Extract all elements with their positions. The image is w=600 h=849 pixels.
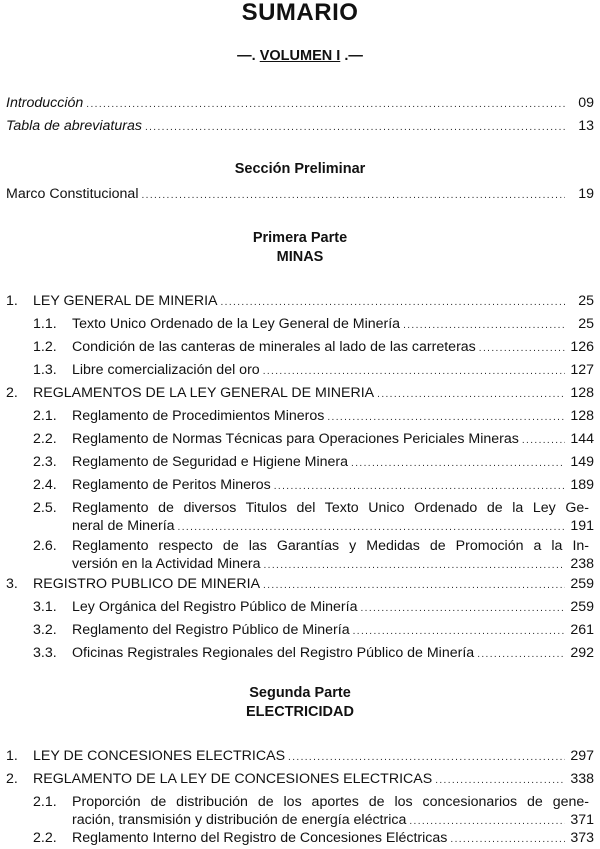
entry-line2	[72, 517, 594, 537]
entry-number: 3.	[6, 576, 18, 592]
entry-page: 259	[570, 576, 594, 592]
volume-suffix: .—	[344, 48, 363, 64]
dot-leader	[86, 96, 565, 114]
entry-label: LEY GENERAL DE MINERIA	[33, 293, 218, 309]
toc-entry[interactable]	[33, 621, 594, 641]
entry-label-line2: ración, transmisión y distribución de energía eléctrica	[72, 812, 407, 828]
dot-leader	[403, 317, 565, 335]
entry-page: 13	[578, 118, 594, 134]
entry-page: 261	[570, 622, 594, 638]
entry-number: 2.4.	[33, 477, 57, 493]
dot-leader	[351, 455, 565, 473]
part-heading-segunda: Segunda Parte	[249, 685, 351, 701]
entry-page: 238	[570, 556, 594, 572]
dot-leader	[327, 409, 565, 427]
entry-label: Reglamento de Normas Técnicas para Operaciones Periciales Mineras	[72, 431, 519, 447]
entry-label: REGLAMENTO DE LA LEY DE CONCESIONES ELECTRICAS	[33, 771, 433, 787]
entry-page: 371	[570, 812, 594, 828]
toc-entry-introduccion[interactable]	[6, 94, 594, 114]
entry-label-line1: Proporción de distribución de los aportes de los concesionarios de gene-	[72, 794, 589, 810]
entry-number: 2.5.	[33, 500, 57, 516]
toc-entry[interactable]	[33, 829, 594, 849]
entry-number: 2.	[6, 385, 18, 401]
entry-number: 2.1.	[33, 794, 57, 810]
toc-entry[interactable]	[33, 537, 594, 577]
part-subheading-minas: MINAS	[276, 249, 324, 265]
toc-entry[interactable]	[33, 453, 594, 473]
entry-label: LEY DE CONCESIONES ELECTRICAS	[33, 748, 286, 764]
toc-entry[interactable]	[6, 292, 594, 312]
part-subheading-electricidad: ELECTRICIDAD	[246, 704, 354, 720]
entry-label-line2: versión en la Actividad Minera	[72, 556, 261, 572]
toc-entry[interactable]	[33, 315, 594, 335]
entry-page: 259	[570, 599, 594, 615]
dot-leader	[479, 340, 565, 358]
entry-number: 1.1.	[33, 316, 57, 332]
entry-page: 149	[570, 454, 594, 470]
entry-page: 09	[578, 95, 594, 111]
toc-entry[interactable]	[33, 598, 594, 618]
toc-entry-marco-constitucional[interactable]	[6, 185, 594, 205]
entry-page: 19	[578, 186, 594, 202]
entry-label: Oficinas Registrales Regionales del Registro Público de Minería	[72, 645, 475, 661]
dot-leader	[288, 749, 565, 767]
entry-label-line2: neral de Minería	[72, 518, 175, 534]
entry-label: Tabla de abreviaturas	[6, 118, 142, 134]
entry-page: 144	[570, 431, 594, 447]
entry-label: Reglamento Interno del Registro de Concesiones Eléctricas	[72, 830, 448, 846]
entry-label: Libre comercialización del oro	[72, 362, 260, 378]
entry-page: 189	[570, 477, 594, 493]
entry-label: Texto Unico Ordenado de la Ley General de Minería	[72, 316, 401, 332]
toc-entry[interactable]	[6, 770, 594, 790]
dot-leader	[263, 557, 565, 575]
entry-number: 2.3.	[33, 454, 57, 470]
toc-entry[interactable]	[33, 499, 594, 539]
entry-label: Reglamento de Peritos Mineros	[72, 477, 271, 493]
entry-page: 25	[578, 316, 594, 332]
entry-number: 3.3.	[33, 645, 57, 661]
entry-label-line1: Reglamento respecto de las Garantías y Medidas de Promoción a la In-	[72, 538, 589, 554]
entry-page: 373	[570, 830, 594, 846]
toc-entry[interactable]	[33, 793, 594, 833]
dot-leader	[263, 363, 565, 381]
toc-entry[interactable]	[33, 361, 594, 381]
entry-number: 2.6.	[33, 538, 57, 554]
entry-number: 1.	[6, 748, 18, 764]
dot-leader	[522, 432, 565, 450]
dot-leader	[450, 831, 565, 849]
volume-name: VOLUMEN I	[259, 48, 341, 64]
entry-page: 338	[570, 771, 594, 787]
toc-entry[interactable]	[33, 476, 594, 496]
dot-leader	[377, 386, 565, 404]
section-heading-preliminar: Sección Preliminar	[234, 161, 366, 177]
entry-label: Condición de las canteras de minerales al lado de las carreteras	[72, 339, 476, 355]
dot-leader	[435, 772, 565, 790]
entry-line2	[72, 811, 594, 831]
entry-number: 1.2.	[33, 339, 57, 355]
toc-entry-abreviaturas[interactable]	[6, 117, 594, 137]
toc-entry[interactable]	[33, 644, 594, 664]
entry-page: 297	[570, 748, 594, 764]
entry-number: 3.1.	[33, 599, 57, 615]
entry-number: 2.	[6, 771, 18, 787]
page-title: SUMARIO	[241, 0, 359, 26]
dot-leader	[145, 119, 565, 137]
dot-leader	[178, 519, 565, 537]
dot-leader	[221, 294, 566, 312]
entry-label-line1: Reglamento de diversos Titulos del Texto Unico Ordenado de la Ley Ge-	[72, 500, 589, 516]
entry-label: REGISTRO PUBLICO DE MINERIA	[33, 576, 261, 592]
toc-entry[interactable]	[33, 338, 594, 358]
part-heading-primera: Primera Parte	[252, 230, 348, 246]
dot-leader	[360, 600, 565, 618]
entry-number: 2.2.	[33, 431, 57, 447]
entry-page: 128	[570, 385, 594, 401]
toc-entry[interactable]	[33, 430, 594, 450]
entry-line2	[72, 555, 594, 575]
entry-page: 126	[570, 339, 594, 355]
volume-heading	[0, 48, 600, 64]
dot-leader	[141, 187, 565, 205]
dot-leader	[477, 646, 565, 664]
entry-label: Reglamento de Seguridad e Higiene Minera	[72, 454, 349, 470]
entry-page: 128	[570, 408, 594, 424]
entry-label: Reglamento de Procedimientos Mineros	[72, 408, 325, 424]
entry-number: 3.2.	[33, 622, 57, 638]
entry-number: 1.	[6, 293, 18, 309]
entry-label: Ley Orgánica del Registro Público de Minería	[72, 599, 358, 615]
entry-page: 191	[570, 518, 594, 534]
dot-leader	[274, 478, 565, 496]
toc-entry[interactable]	[6, 575, 594, 595]
toc-entry[interactable]	[6, 747, 594, 767]
entry-label: Introducción	[6, 95, 84, 111]
volume-prefix: —.	[237, 48, 256, 64]
entry-page: 292	[570, 645, 594, 661]
entry-page: 127	[570, 362, 594, 378]
toc-entry[interactable]	[6, 384, 594, 404]
entry-label: Reglamento del Registro Público de Minería	[72, 622, 350, 638]
toc-entry[interactable]	[33, 407, 594, 427]
dot-leader	[353, 623, 565, 641]
entry-number: 2.1.	[33, 408, 57, 424]
entry-number: 2.2.	[33, 830, 57, 846]
entry-number: 1.3.	[33, 362, 57, 378]
entry-label: REGLAMENTOS DE LA LEY GENERAL DE MINERIA	[33, 385, 375, 401]
dot-leader	[263, 577, 565, 595]
entry-label: Marco Constitucional	[6, 186, 139, 202]
entry-page: 25	[578, 293, 594, 309]
